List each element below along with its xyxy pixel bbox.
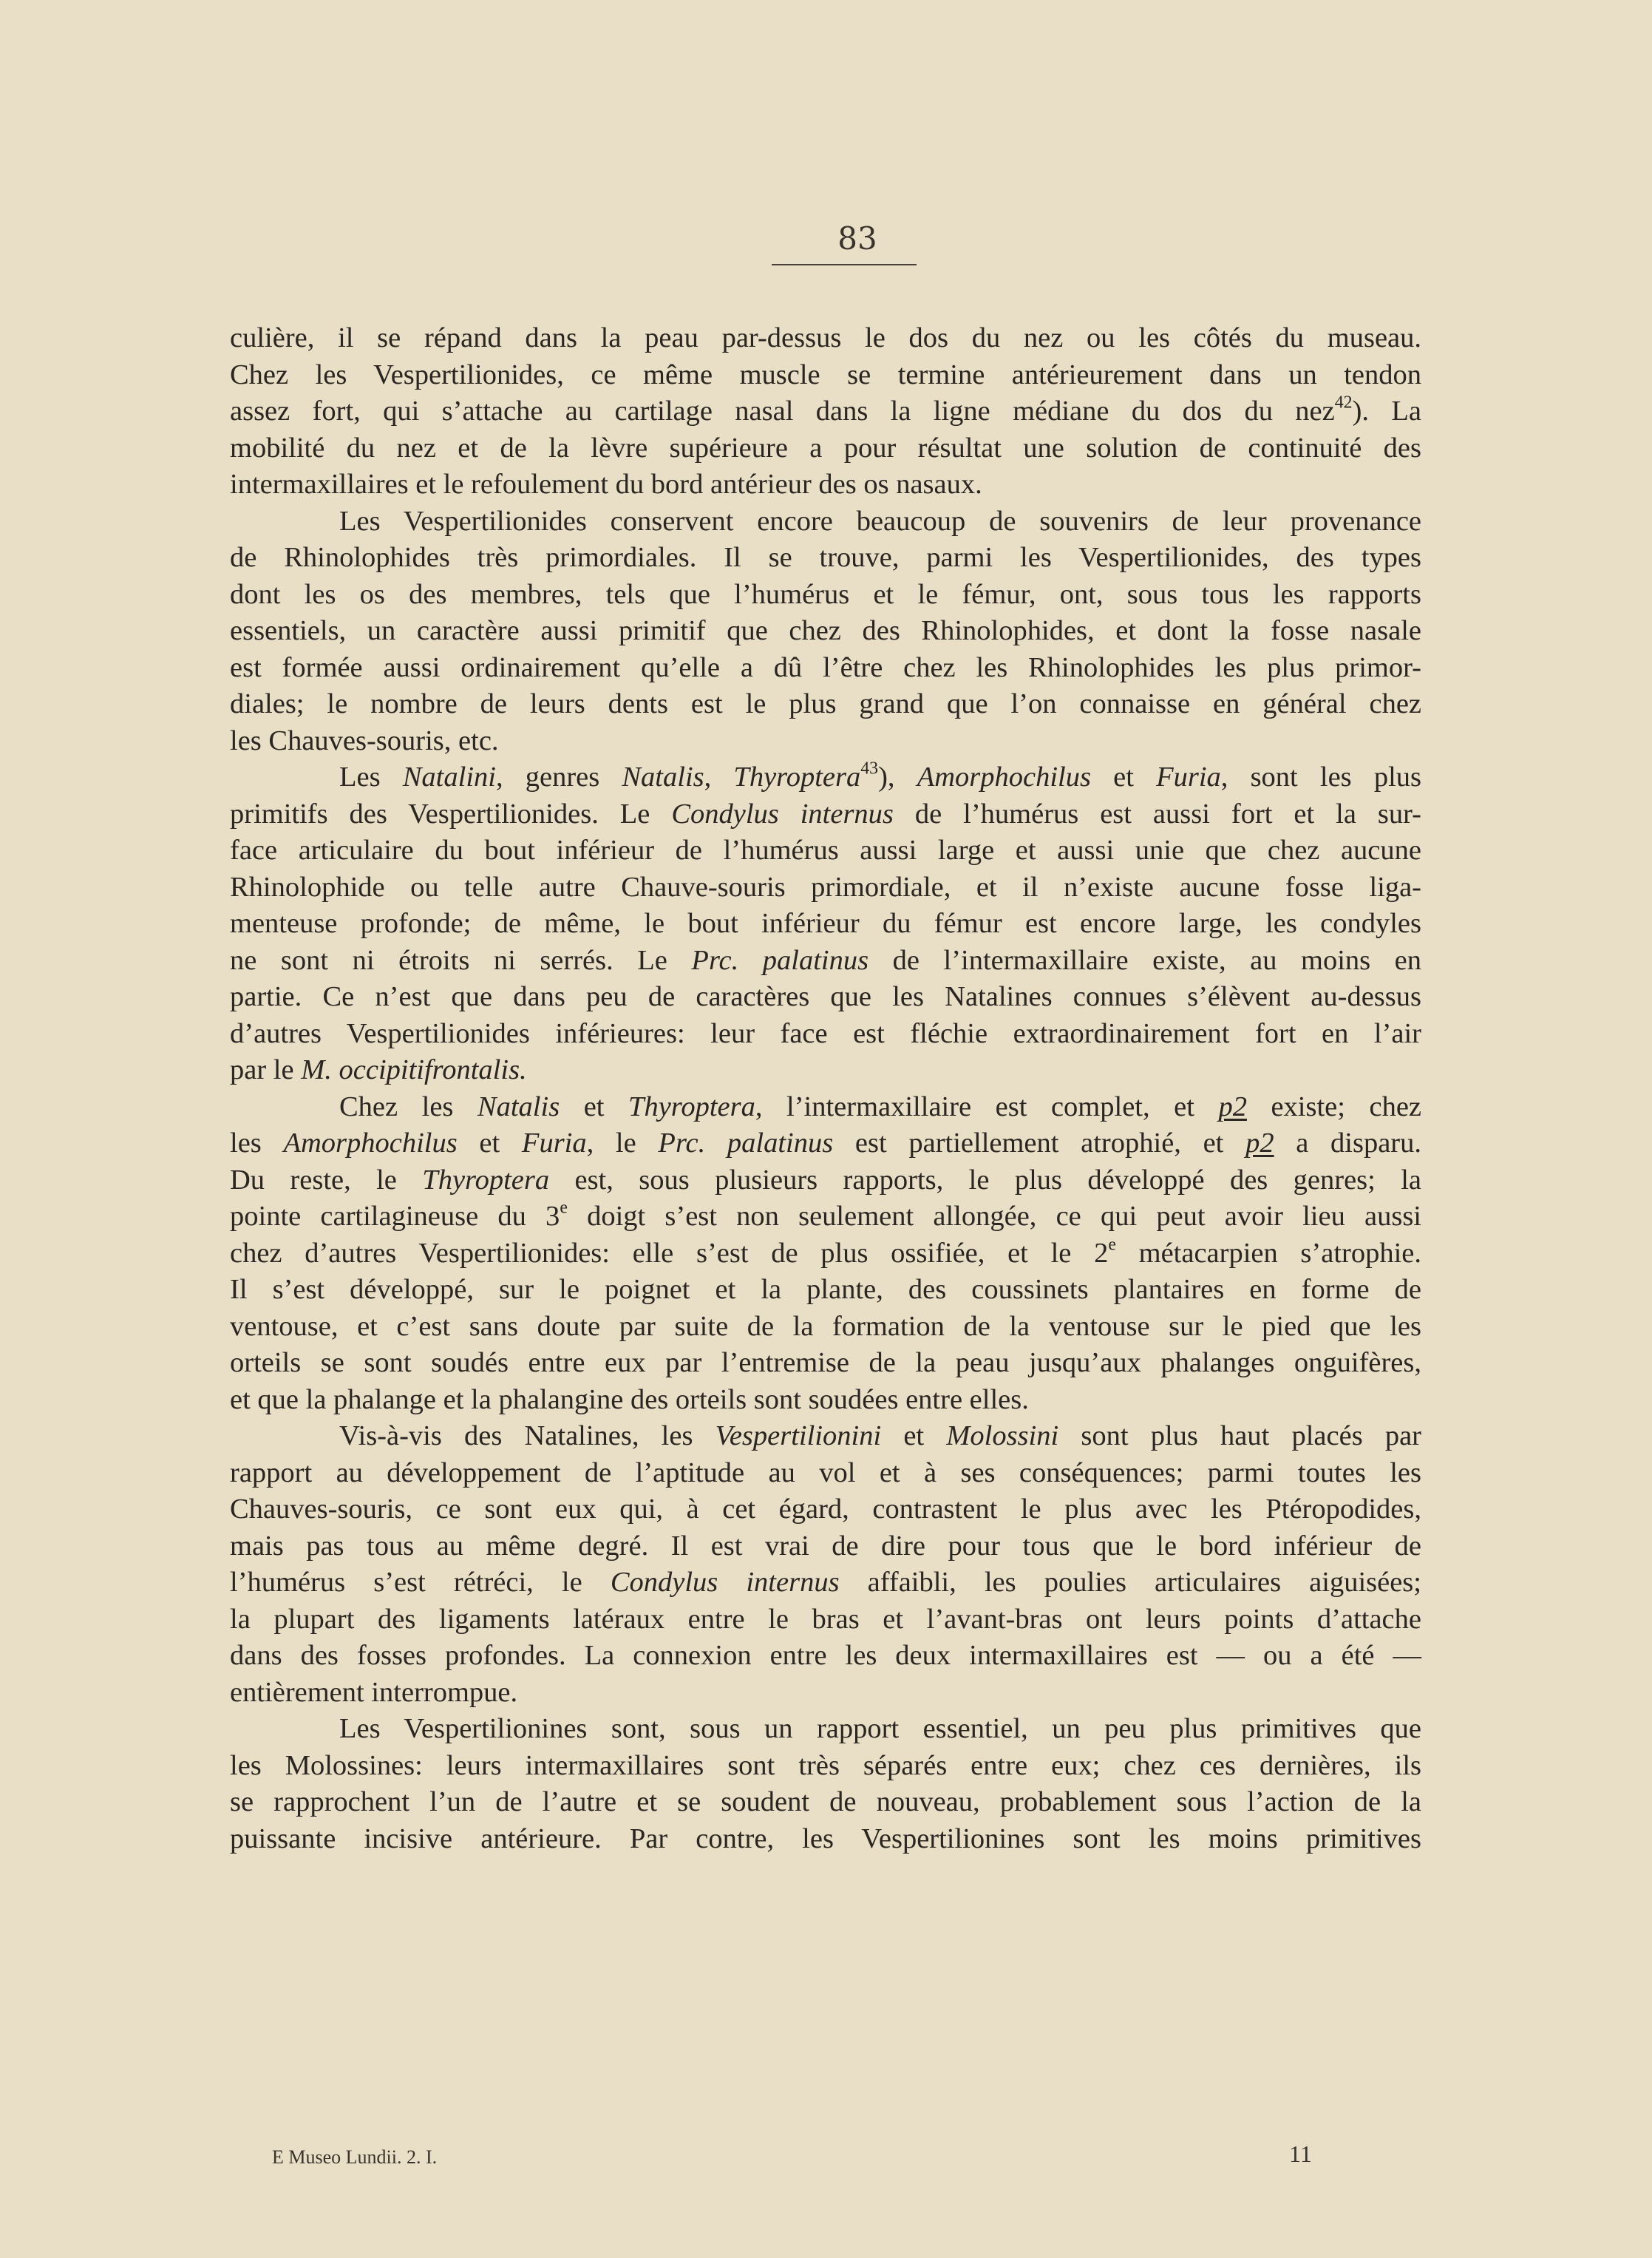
- italic-term: Prc. palatinus: [658, 1128, 834, 1159]
- italic-term: Furia: [521, 1128, 587, 1159]
- text-segment: ). La: [1352, 396, 1421, 427]
- text-line: [230, 1272, 1421, 1309]
- text-segment: ,: [704, 762, 734, 793]
- text-line: [230, 467, 1421, 504]
- text-segment: , genres: [495, 762, 622, 793]
- text-segment: face articulaire du bout inférieur de l’humérus aussi large et aussi unie que chez aucune: [230, 835, 1421, 866]
- text-line: [230, 650, 1421, 687]
- text-segment: métacarpien s’atrophie.: [1115, 1237, 1421, 1269]
- italic-term: Furia: [1156, 762, 1221, 793]
- text-segment: Rhinolophide ou telle autre Chauve-souris primordiale, et il n’existe aucune fosse liga-: [230, 871, 1421, 903]
- text-segment: se rapprochent l’un de l’autre et se soudent de nouveau, probablement sous l’action de la: [230, 1786, 1421, 1817]
- text-segment: Les: [339, 762, 403, 793]
- text-line: [230, 1638, 1421, 1675]
- text-line: [230, 320, 1421, 357]
- italic-term: Molossini: [946, 1420, 1059, 1451]
- page-number: 83: [837, 220, 877, 257]
- italic-term: p2: [1245, 1128, 1274, 1159]
- text-line: [230, 1528, 1421, 1565]
- text-segment: Les Vespertilionides conservent encore beaucoup de souvenirs de leur provenance: [339, 505, 1421, 537]
- text-segment: diales; le nombre de leurs dents est le plus grand que l’on connaisse en général chez: [230, 688, 1421, 719]
- text-segment: les Molossines: leurs intermaxillaires sont très séparés entre eux; chez ces dernières, ils: [230, 1749, 1421, 1781]
- text-line: [230, 1821, 1421, 1858]
- text-segment: pointe cartilagineuse du 3: [230, 1201, 560, 1232]
- footer-signature: E Museo Lundii. 2. I.: [272, 2146, 438, 2168]
- text-segment: et: [1091, 762, 1157, 793]
- text-segment: culière, il se répand dans la peau par-dessus le dos du nez ou les côtés du museau.: [230, 322, 1421, 353]
- italic-term: Thyroptera: [733, 762, 861, 793]
- text-segment: Il s’est développé, sur le poignet et la plante, des coussinets plantaires en forme de: [230, 1274, 1421, 1305]
- italic-term: Condylus internus: [610, 1567, 840, 1598]
- text-line: [230, 577, 1421, 614]
- italic-term: Vespertilionini: [715, 1420, 882, 1451]
- text-line: [230, 1601, 1421, 1638]
- text-segment: Chauves-souris, ce sont eux qui, à cet égard, contrastent le plus avec les Ptéropodides,: [230, 1494, 1421, 1525]
- text-segment: sont plus haut placés par: [1058, 1420, 1421, 1451]
- text-segment: puissante incisive antérieure. Par contre, les Vespertilionines sont les moins primitives: [230, 1823, 1421, 1854]
- text-segment: l’humérus s’est rétréci, le: [230, 1567, 611, 1598]
- superscript: e: [560, 1198, 568, 1218]
- text-line: [230, 1784, 1421, 1821]
- body-text: [230, 320, 1421, 1857]
- text-segment: et que la phalange et la phalangine des orteils sont soudées entre elles.: [230, 1383, 1029, 1415]
- text-segment: entièrement interrompue.: [230, 1676, 518, 1708]
- text-line: [230, 759, 1421, 796]
- superscript: 43: [860, 759, 879, 779]
- text-line: [230, 869, 1421, 906]
- text-segment: partie. Ce n’est que dans peu de caractères que les Natalines connues s’élèvent au-dessus: [230, 981, 1421, 1012]
- text-segment: est partiellement atrophié, et: [833, 1128, 1246, 1159]
- text-line: [230, 1418, 1421, 1455]
- text-segment: dont les os des membres, tels que l’humérus et le fémur, ont, sous tous les rapports: [230, 578, 1421, 610]
- text-line: [230, 943, 1421, 980]
- italic-term: Thyroptera: [628, 1091, 755, 1122]
- footer-sheet-number: 11: [1289, 2140, 1312, 2167]
- text-line: [230, 833, 1421, 869]
- text-line: [230, 613, 1421, 650]
- text-segment: est formée aussi ordinairement qu’elle a dû l’être chez les Rhinolophides les plus primor-: [230, 651, 1421, 683]
- text-line: [230, 1345, 1421, 1382]
- text-segment: rapport au développement de l’aptitude au vol et à ses conséquences; parmi toutes les: [230, 1457, 1421, 1488]
- text-line: [230, 1455, 1421, 1492]
- text-segment: dans des fosses profondes. La connexion entre les deux intermaxillaires est — ou a été —: [230, 1640, 1421, 1671]
- text-segment: doigt s’est non seulement allongée, ce qui peut avoir lieu aussi: [567, 1201, 1421, 1232]
- text-line: [230, 357, 1421, 394]
- text-line: [230, 1052, 1421, 1089]
- text-line: [230, 1235, 1421, 1272]
- text-line: [230, 393, 1421, 430]
- text-segment: a disparu.: [1274, 1128, 1422, 1159]
- italic-term: Amorphochilus: [917, 762, 1091, 793]
- text-segment: par le: [230, 1054, 302, 1085]
- text-line: [230, 1309, 1421, 1346]
- text-line: [230, 1198, 1421, 1235]
- italic-term: Natalini: [402, 762, 496, 793]
- text-segment: d’autres Vespertilionides inférieures: leur face est fléchie extraordinairement fort en l’air: [230, 1017, 1421, 1049]
- text-line: [230, 1748, 1421, 1785]
- text-segment: et: [457, 1128, 522, 1159]
- text-segment: intermaxillaires et le refoulement du bord antérieur des os nasaux.: [230, 469, 982, 500]
- text-segment: Chez les: [339, 1091, 477, 1122]
- text-line: [230, 1089, 1421, 1126]
- text-segment: existe; chez: [1246, 1091, 1421, 1122]
- text-line: [230, 1162, 1421, 1199]
- text-segment: les: [230, 1128, 284, 1159]
- text-line: [230, 540, 1421, 577]
- text-segment: mobilité du nez et de la lèvre supérieure a pour résultat une solution de continuité des: [230, 432, 1421, 464]
- italic-term: Thyroptera: [422, 1164, 550, 1196]
- text-line: [230, 504, 1421, 540]
- text-line: [230, 906, 1421, 943]
- text-segment: et: [560, 1091, 629, 1122]
- text-segment: Chez les Vespertilionides, ce même muscle se termine antérieurement dans un tendon: [230, 359, 1421, 390]
- text-line: [230, 1711, 1421, 1748]
- superscript: 42: [1334, 393, 1353, 413]
- text-line: [230, 1016, 1421, 1053]
- text-line: [230, 1675, 1421, 1712]
- text-segment: primitifs des Vespertilionides. Le: [230, 798, 672, 830]
- text-segment: ne sont ni étroits ni serrés. Le: [230, 944, 692, 976]
- text-segment: , l’intermaxillaire est complet, et: [755, 1091, 1219, 1122]
- text-segment: est, sous plusieurs rapports, le plus développé des genres; la: [549, 1164, 1421, 1196]
- text-segment: ventouse, et c’est sans doute par suite de la formation de la ventouse sur le pied que les: [230, 1310, 1421, 1342]
- italic-term: Amorphochilus: [283, 1128, 458, 1159]
- text-line: [230, 1125, 1421, 1162]
- text-line: [230, 796, 1421, 833]
- text-segment: menteuse profonde; de même, le bout inférieur du fémur est encore large, les condyles: [230, 908, 1421, 939]
- page-number-rule: [772, 264, 917, 265]
- text-segment: chez d’autres Vespertilionides: elle s’est de plus ossifiée, et le 2: [230, 1237, 1109, 1269]
- italic-term: Condylus internus: [671, 798, 894, 830]
- text-segment: , le: [586, 1128, 659, 1159]
- text-line: [230, 430, 1421, 467]
- text-segment: mais pas tous au même degré. Il est vrai de dire pour tous que le bord inférieur de: [230, 1530, 1421, 1562]
- text-line: [230, 979, 1421, 1016]
- text-segment: de l’intermaxillaire existe, au moins en: [869, 944, 1422, 976]
- text-line: [230, 686, 1421, 723]
- text-line: [230, 1382, 1421, 1419]
- text-segment: de Rhinolophides très primordiales. Il se trouve, parmi les Vespertilionides, des types: [230, 542, 1421, 573]
- text-segment: affaibli, les poulies articulaires aiguisées;: [839, 1567, 1421, 1598]
- italic-term: Natalis: [622, 762, 704, 793]
- text-segment: Les Vespertilionines sont, sous un rapport essentiel, un peu plus primitives que: [339, 1713, 1421, 1744]
- text-segment: , sont les plus: [1220, 762, 1421, 793]
- text-segment: assez fort, qui s’attache au cartilage nasal dans la ligne médiane du dos du nez: [230, 396, 1335, 427]
- text-segment: la plupart des ligaments latéraux entre le bras et l’avant-bras ont leurs points d’attache: [230, 1603, 1421, 1635]
- text-segment: ),: [878, 762, 917, 793]
- text-segment: Du reste, le: [230, 1164, 423, 1196]
- text-segment: essentiels, un caractère aussi primitif que chez des Rhinolophides, et dont la fosse nasale: [230, 615, 1421, 646]
- text-segment: de l’humérus est aussi fort et la sur-: [893, 798, 1421, 830]
- text-line: [230, 1564, 1421, 1601]
- italic-term: Prc. palatinus: [691, 944, 869, 976]
- text-segment: orteils se sont soudés entre eux par l’entremise de la peau jusqu’aux phalanges onguifères,: [230, 1347, 1421, 1378]
- text-segment: Vis-à-vis des Natalines, les: [339, 1420, 715, 1451]
- italic-term: Natalis: [477, 1091, 560, 1122]
- text-line: [230, 1491, 1421, 1528]
- text-line: [230, 723, 1421, 760]
- italic-term: p2: [1218, 1091, 1247, 1122]
- text-segment: et: [881, 1420, 947, 1451]
- italic-term: M. occipitifrontalis.: [301, 1054, 527, 1085]
- superscript: e: [1108, 1234, 1116, 1254]
- text-segment: les Chauves-souris, etc.: [230, 725, 499, 756]
